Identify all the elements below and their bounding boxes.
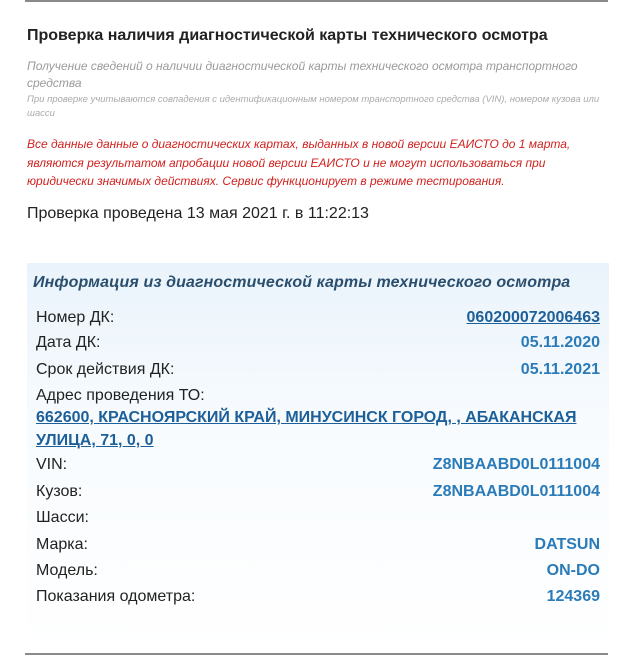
- row-model: [36, 560, 600, 582]
- row-card-number: [36, 307, 600, 329]
- top-divider: [25, 0, 608, 2]
- bottom-divider: [25, 653, 608, 655]
- row-odometer: [36, 586, 600, 608]
- model-value: ON-DO: [546, 562, 600, 579]
- header-block: [27, 26, 603, 224]
- row-card-date: [36, 332, 600, 354]
- section-title: Информация из диагностической карты технического осмотра: [33, 274, 571, 291]
- vin-value: Z8NBAABD0L0111004: [432, 456, 600, 473]
- make-label: Марка:: [36, 536, 88, 553]
- make-value: DATSUN: [534, 536, 600, 553]
- odometer-value: 124369: [546, 588, 600, 605]
- service-description: Получение сведений о наличии диагностической карты технического осмотра транспортного средства: [27, 59, 578, 90]
- card-date-label: Дата ДК:: [36, 334, 101, 351]
- warning-text: Все данные данные о диагностических картах, выданных в новой версии ЕАИСТО до 1 марта, являются результатом апробации новой версии ЕАИСТО и не могут использоваться при юридически значимых действиях. Сервис функционирует в режиме тестирования.: [27, 137, 571, 188]
- check-timestamp: Проверка проведена 13 мая 2021 г. в 11:22:13: [27, 204, 369, 222]
- card-number-label: Номер ДК:: [36, 309, 115, 326]
- row-body: [36, 481, 600, 503]
- page-title: Проверка наличия диагностической карты технического осмотра: [27, 27, 548, 44]
- card-date-value: 05.11.2020: [520, 334, 600, 351]
- card-number-link[interactable]: 060200072006463: [466, 309, 600, 326]
- card-expiry-label: Срок действия ДК:: [36, 361, 175, 378]
- address-label: Адрес проведения ТО:: [36, 387, 205, 404]
- vin-label: VIN:: [36, 456, 68, 473]
- row-chassis: [36, 507, 600, 529]
- row-card-expiry: [36, 359, 600, 381]
- row-address: [36, 385, 600, 407]
- row-make: [36, 534, 600, 556]
- model-label: Модель:: [36, 562, 98, 579]
- odometer-label: Показания одометра:: [36, 588, 196, 605]
- chassis-label: Шасси:: [36, 509, 89, 526]
- row-vin: [36, 454, 600, 476]
- address-link[interactable]: 662600, КРАСНОЯРСКИЙ КРАЙ, МИНУСИНСК ГОРОД, , АБАКАНСКАЯ УЛИЦА, 71, 0, 0: [36, 409, 577, 449]
- body-label: Кузов:: [36, 483, 83, 500]
- service-note: При проверке учитываются совпадения с идентификационным номером транспортного средства (VIN), номером кузова или шасси: [27, 94, 600, 119]
- body-value: Z8NBAABD0L0111004: [432, 483, 600, 500]
- card-expiry-value: 05.11.2021: [520, 361, 600, 378]
- diagnostic-card-section: [27, 263, 609, 651]
